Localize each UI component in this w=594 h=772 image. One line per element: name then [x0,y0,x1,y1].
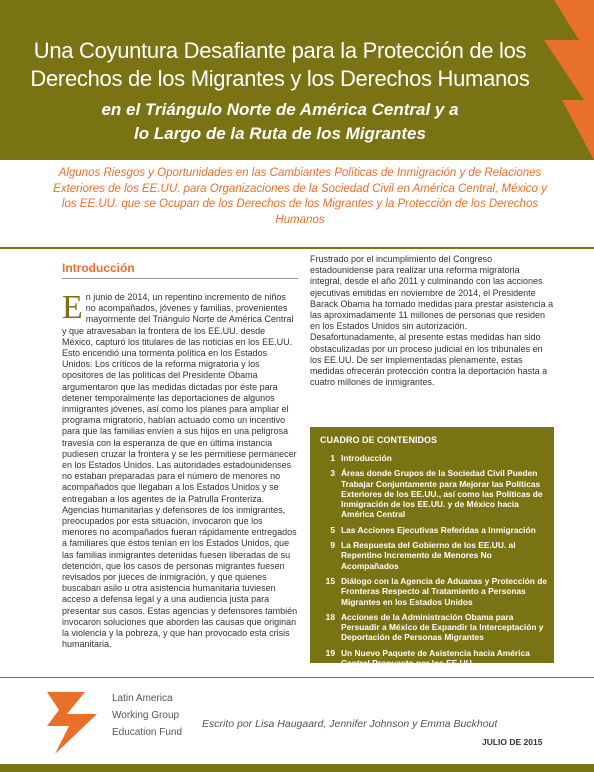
toc-title: Un Nuevo Paquete de Asistencia hacia América Central Propuesto por los EE.UU. [341,647,530,669]
toc-page-number: 19 [325,647,335,658]
header-banner [0,0,594,160]
subtitle-line-2: lo Largo de la Ruta de los Migrantes [134,124,426,143]
toc-title: Diálogo con la Agencia de Aduanas y Protección de Fronteras Respecto al Tratamiento a Personas Migrantes en los Estados Unidos [341,575,548,607]
toc-page-number: 15 [325,575,335,586]
org-line-2: Working Group [112,710,180,721]
toc-title: Introducción [341,453,392,463]
intro-divider [62,278,298,279]
publication-date: JULIO DE 2015 [482,737,543,747]
toc-title: Acciones de la Administración Obama para Persuadir a México de Expandir la Interceptación y Deportación de Personas Migrantes [341,611,544,643]
toc-heading: CUADRO DE CONTENIDOS [320,435,438,445]
toc-page-number: 9 [330,540,335,551]
toc-item[interactable] [318,453,548,463]
lawg-logo-icon [45,686,105,756]
toc-page-number: 5 [330,524,335,535]
org-line-3: Education Fund [112,727,183,738]
table-of-contents [310,427,554,669]
org-line-1: Latin America [112,693,173,704]
tagline: Algunos Riesgos y Oportunidades en las Cambiantes Políticas de Inmigración y de Relaciones Exteriores de los EE.UU. para Organizaciones de la Sociedad Civil en América Central, México y los EE.UU. que se Ocupan de los Derechos de los Migrantes y la Protección de los Derechos Humanos [53,167,547,226]
toc-item[interactable] [318,468,548,519]
column-2-text: Frustrado por el incumplimiento del Congreso estadounidense para realizar una reforma migratoria integral, desde el año 2011 y culminando con las acciones ejecutivas emitidas en noviembre de 2014, el Presidente Barack Obama ha tornado medidas para prestar asistencia a las aproximadamente 11 millones de personas que residen en los Estados Unidos sin autorización. Desafortunadamente, al presente estas medidas han sido obstaculizadas por un proceso judicial en los tribunales en los EE.UU. De ser implementadas plenamente, estas medidas ofrecerán protección contra la deportación hasta a cuatro millones de inmigrantes. [310,254,554,388]
toc-item[interactable] [318,612,548,643]
intro-heading: Introducción [62,261,135,275]
drop-cap: E [62,289,83,326]
toc-title: Las Acciones Ejecutivas Referidas a Inmigración [341,524,536,535]
bottom-bar [0,764,594,772]
organization-name [112,690,182,741]
intro-column [62,289,298,651]
title-line-1: Una Coyuntura Desafiante para la Protección de los [33,38,527,63]
toc-item[interactable] [318,525,548,535]
toc-item[interactable] [318,576,548,607]
toc-item[interactable] [318,648,548,669]
toc-page-number: 18 [325,611,335,622]
toc-title: Áreas donde Grupos de la Sociedad Civil Pueden Trabajar Conjuntamente para Mejorar las Políticas Exteriores de los EE.UU., así como las Políticas de Inmigración de los EE.UU. y de México hacia América Central [341,468,543,520]
section-divider [0,247,594,249]
toc-page-number: 3 [330,468,335,479]
intro-body: n junio de 2014, un repentino incremento de niños no acompañados, jóvenes y familias, provenientes mayormente del Triángulo Norte de América Central y que atravesaban la frontera de los EE.UU. desde México, capturó los titulares de las noticias en los EE.UU. Esto encendió una tormenta política en los Estados Unidos. Los críticos de la reforma migratoria y los opositores de las políticas del Presidente Obama argumentaron que las medidas dictadas por éste para detener temporalmente las deportaciones de algunos inmigrantes jóvenes, así como los planes para ampliar el programa migratorio, habían actuado como un incentivo para que las familias envíen a sus hijos en una peligrosa travesía con la esperanza de que en última instancia pudiesen cruzar la frontera y se les permitiese permanecer en los Estados Unidos. Las autoridades estadounidenses no estaban preparadas para el número de menores no acompañados que llegaban a los Estados Unidos y se entregaban a los agentes de la Patrulla Fronteriza. Agencias humanitarias y defensores de los inmigrantes, preocupados por esta situación, invocaron que los menores no acompañados fueran rápidamente entregados a familiares que éstos tenían en los Estados Unidos, que las familias inmigrantes detenidas fuesen liberadas de su detención, que los casos de personas migrantes fuesen revisados por jueces de inmigración, y que quienes buscaban asilo u otra asistencia humanitaria tuviesen acceso a defensa legal y a una audiencia justa para presentar sus casos. Estas agencias y defensores también invocaron soluciones que aborden las causas que originan la violencia y la pobreza, y que han provocado esta crisis humanitaria. [62,292,298,650]
title-line-2: Derechos de los Migrantes y los Derechos Humanos [30,66,530,91]
toc-page-number: 1 [330,453,335,463]
footer-divider [0,677,594,678]
toc-title: La Respuesta del Gobierno de los EE.UU. al Repentino Incremento de Menores No Acompañados [341,540,516,571]
subtitle-line-1: en el Triángulo Norte de América Central y a [101,100,459,119]
toc-item[interactable] [318,540,548,571]
authors: Escrito por Lisa Haugaard, Jennifer Johnson y Emma Buckhout [202,718,498,730]
